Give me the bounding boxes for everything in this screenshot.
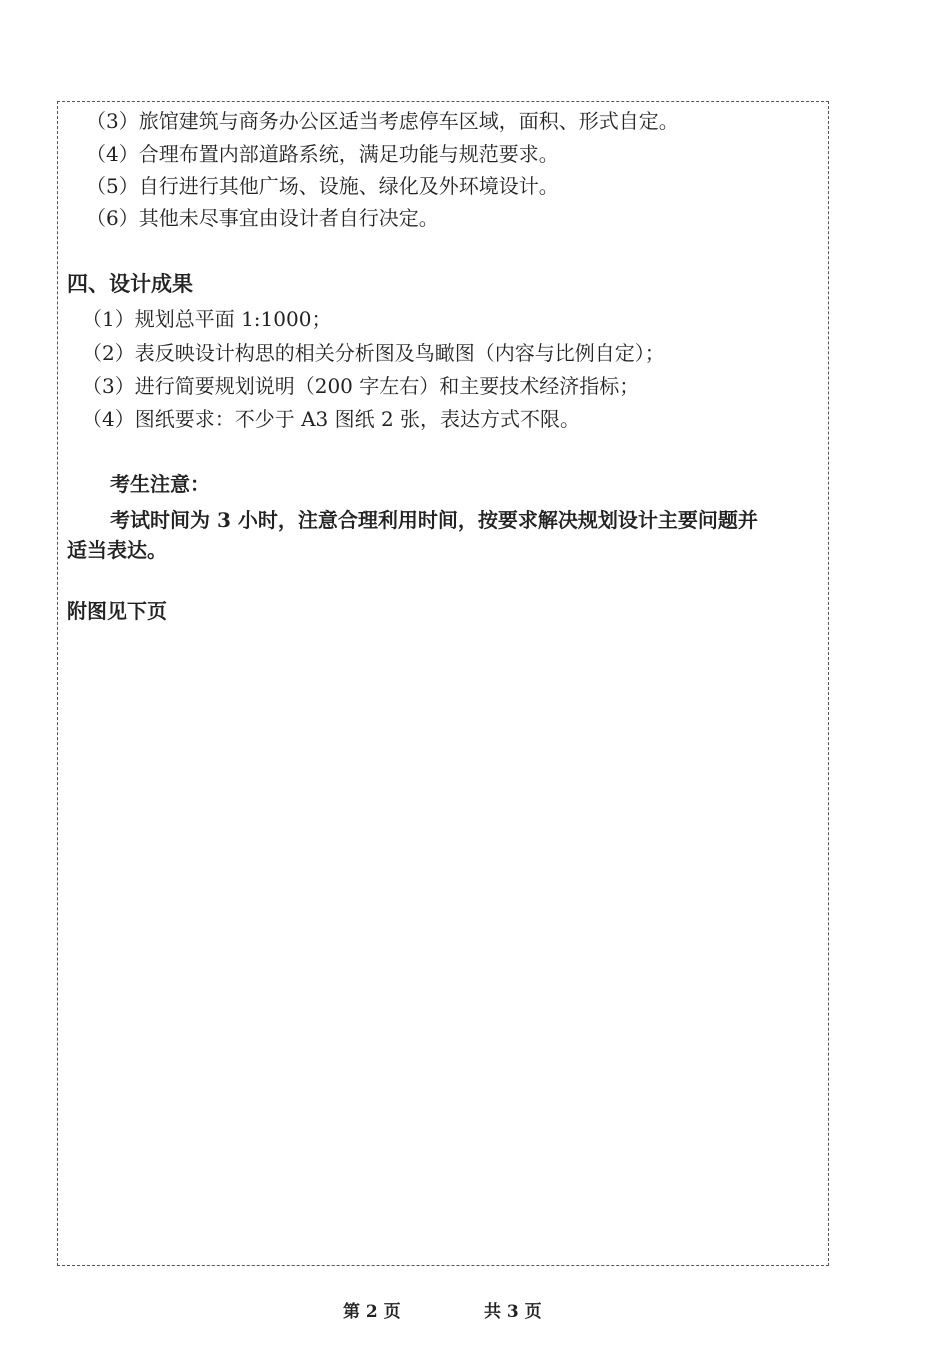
page-number: 第 2 页 <box>343 1302 401 1322</box>
requirement-item-5: （5）自行进行其他广场、设施、绿化及外环境设计。 <box>86 174 559 198</box>
section-heading-deliverables: 四、设计成果 <box>67 271 193 296</box>
appendix-note: 附图见下页 <box>67 599 167 623</box>
requirement-item-6: （6）其他未尽事宜由设计者自行决定。 <box>86 206 439 230</box>
deliverable-item-1: （1）规划总平面 1:1000； <box>82 307 332 331</box>
requirement-item-4: （4）合理布置内部道路系统，满足功能与规范要求。 <box>86 142 559 166</box>
notice-text-line-2: 适当表达。 <box>67 538 167 562</box>
deliverable-item-3: （3）进行简要规划说明（200 字左右）和主要技术经济指标； <box>82 374 640 398</box>
requirement-item-3: （3）旅馆建筑与商务办公区适当考虑停车区域，面积、形式自定。 <box>86 109 679 133</box>
page-total: 共 3 页 <box>484 1302 542 1322</box>
deliverable-item-4: （4）图纸要求：不少于 A3 图纸 2 张，表达方式不限。 <box>82 407 581 431</box>
notice-text-line-1: 考试时间为 3 小时，注意合理利用时间，按要求解决规划设计主要问题并 <box>110 508 758 532</box>
notice-title: 考生注意： <box>110 472 210 496</box>
deliverable-item-2: （2）表反映设计构思的相关分析图及鸟瞰图（内容与比例自定）； <box>82 341 665 365</box>
